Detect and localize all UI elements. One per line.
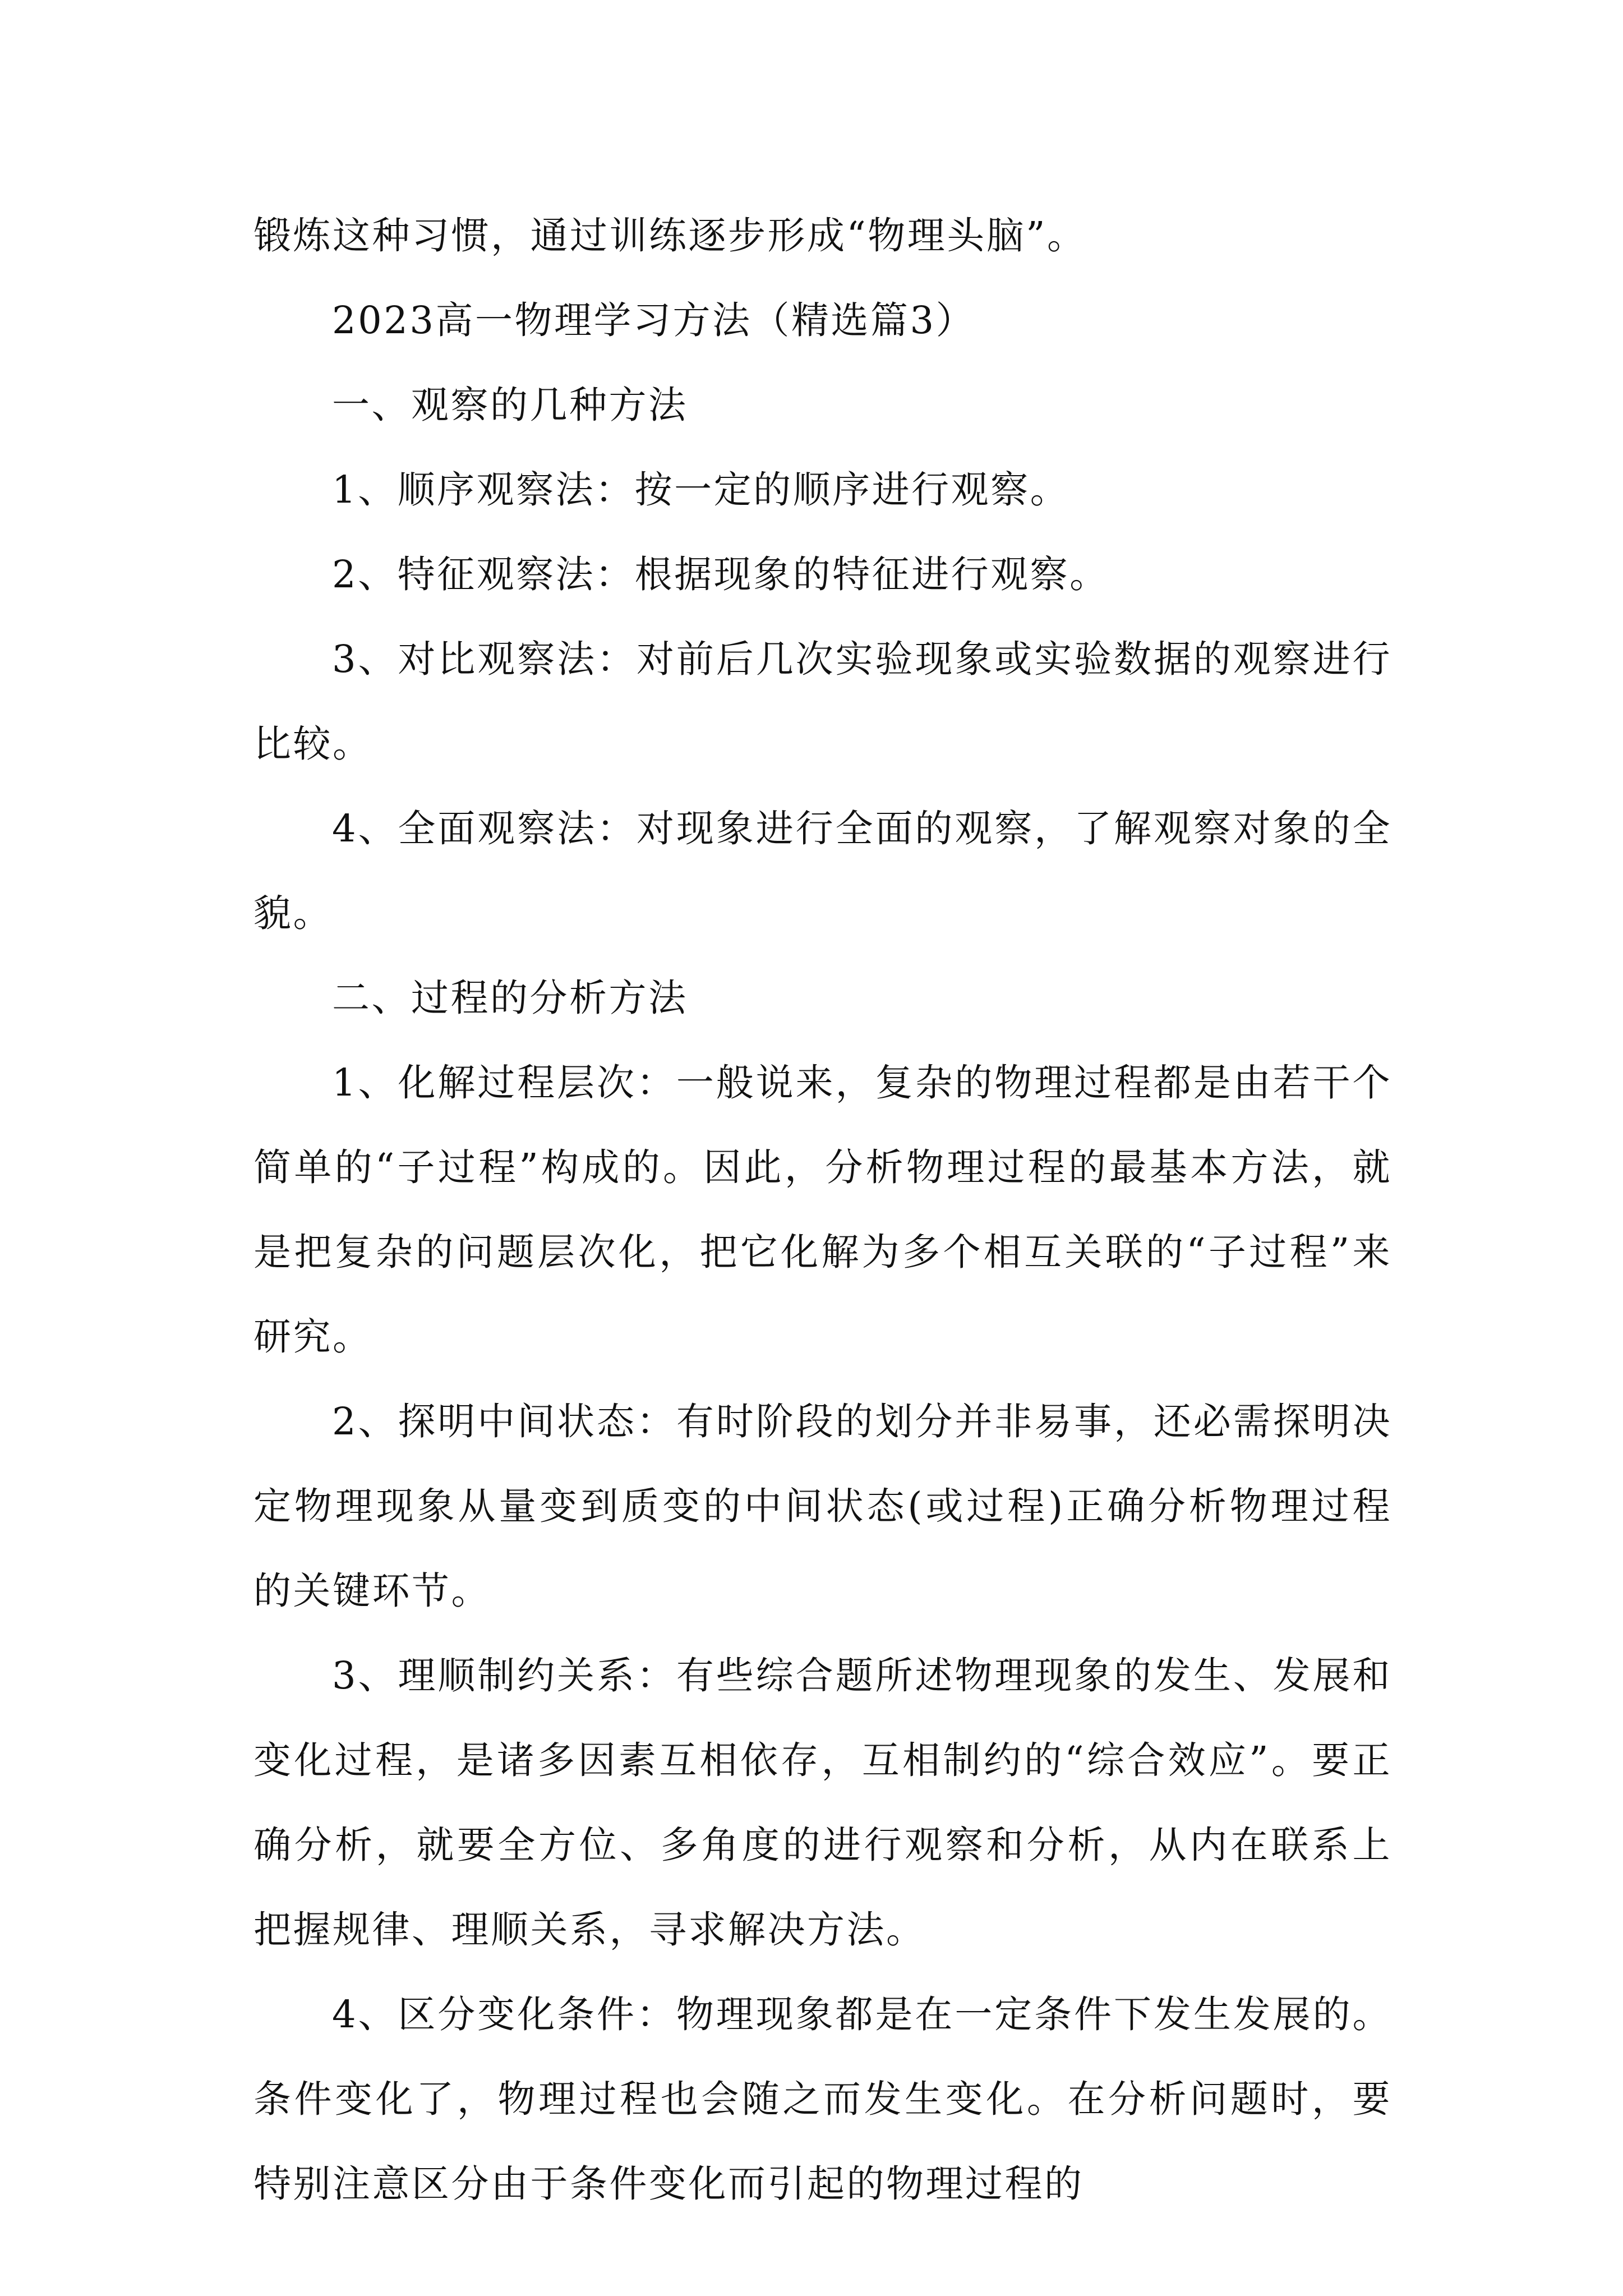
paragraph-comprehensive-observation: 4、全面观察法：对现象进行全面的观察，了解观察对象的全貌。: [253, 807, 1392, 935]
paragraph-resolve-process-levels: 1、化解过程层次：一般说来，复杂的物理过程都是由若干个简单的“子过程”构成的。因此，分析物理过程的最基本方法，就是把复杂的问题层次化，把它化解为多个相互关联的“子过程”来研究。: [253, 1061, 1392, 1359]
paragraph-constraint-relations: 3、理顺制约关系：有些综合题所述物理现象的发生、发展和变化过程，是诸多因素互相依存，互相制约的“综合效应”。要正确分析，就要全方位、多角度的进行观察和分析，从内在联系上把握规律、理顺关系，寻求解决方法。: [253, 1654, 1392, 1952]
document-body: [253, 194, 1392, 2226]
paragraph-sequential-observation: 1、顺序观察法：按一定的顺序进行观察。: [332, 468, 1070, 512]
paragraph-feature-observation: 2、特征观察法：根据现象的特征进行观察。: [332, 553, 1109, 596]
paragraph-intermediate-state: 2、探明中间状态：有时阶段的划分并非易事，还必需探明决定物理现象从量变到质变的中间状态(或过程)正确分析物理过程的关键环节。: [253, 1400, 1392, 1613]
paragraph-comparative-observation: 3、对比观察法：对前后几次实验现象或实验数据的观察进行比较。: [253, 637, 1392, 766]
heading-observation-methods: 一、观察的几种方法: [332, 383, 688, 427]
section-title: 2023高一物理学习方法（精选篇3）: [332, 298, 976, 342]
heading-process-analysis: 二、过程的分析方法: [332, 976, 688, 1020]
paragraph-change-conditions: 4、区分变化条件：物理现象都是在一定条件下发生发展的。条件变化了，物理过程也会随之而发生变化。在分析问题时，要特别注意区分由于条件变化而引起的物理过程的: [253, 1993, 1392, 2206]
paragraph-continuation: 锻炼这种习惯，通过训练逐步形成“物理头脑”。: [253, 214, 1087, 257]
